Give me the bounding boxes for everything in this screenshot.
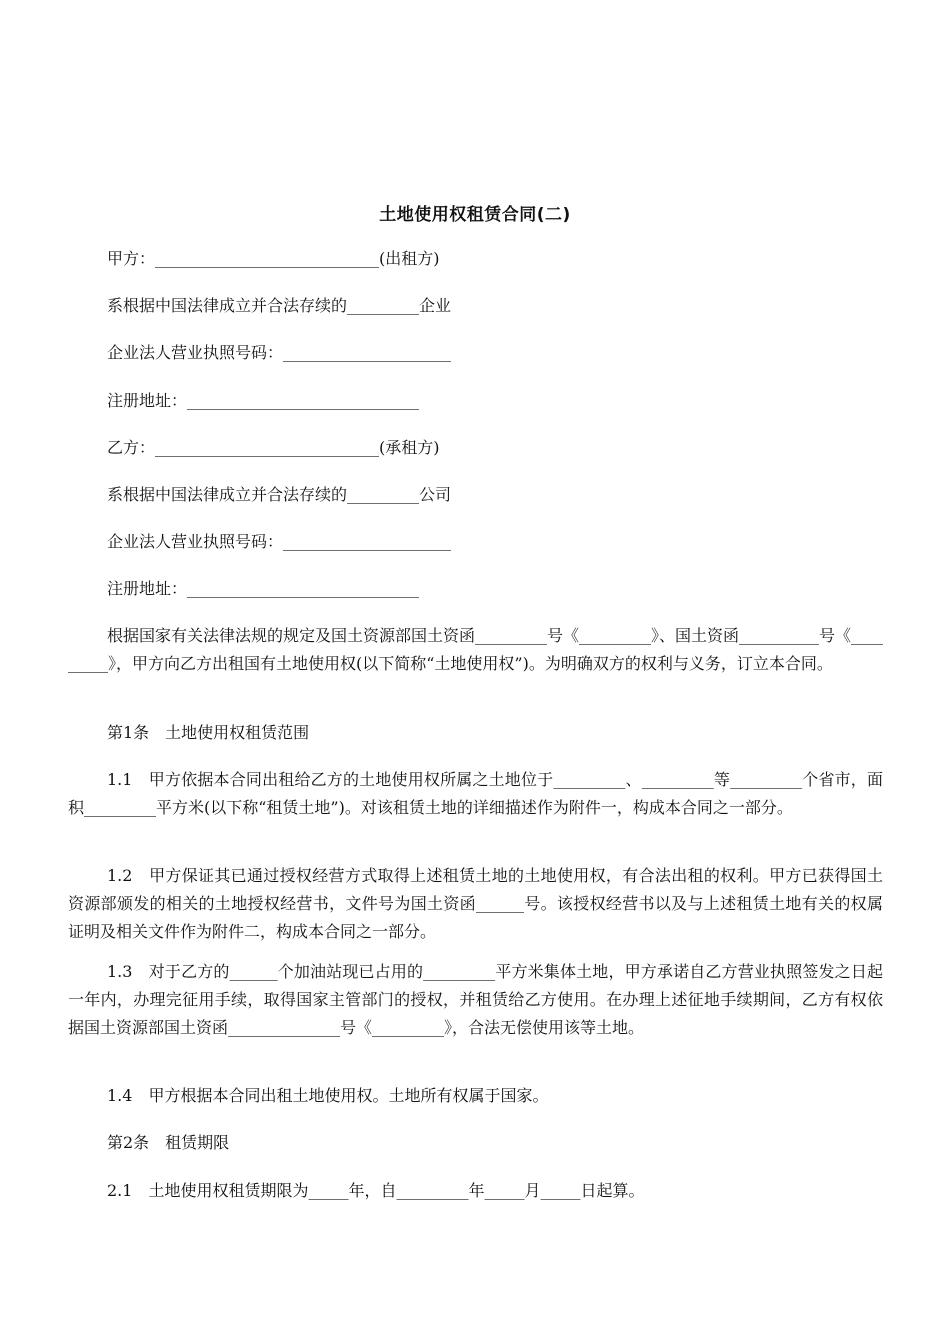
party-a-established-line: 系根据中国法律成立并合法存续的_________企业	[107, 296, 452, 315]
clause-1-2: 1.2 甲方保证其已通过授权经营方式取得上述租赁土地的土地使用权，有合法出租的权利。甲方已获得国土资源部颁发的相关的土地授权经营书，文件号为国土资函______号。该授权经营书以及与上述租赁土地有关的权属证明及相关文件作为附件二，构成本合同之一部分。	[68, 866, 883, 941]
clause-1-4: 1.4 甲方根据本合同出租土地使用权。土地所有权属于国家。	[107, 1086, 549, 1105]
party-b-name-line: 乙方：____________________________(承租方)	[107, 438, 440, 457]
preamble-paragraph: 根据国家有关法律法规的规定及国土资源部国土资函_________号《_________》、国土资函__________号《_________》，甲方向乙方出租国有土地使用权(以下简称“土地使用权”)。为明确双方的权利与义务，订立本合同。	[68, 626, 884, 673]
party-b-address-line: 注册地址：_____________________________	[107, 579, 420, 598]
article-1-heading: 第1条 土地使用权租赁范围	[107, 723, 310, 742]
party-a-address-line: 注册地址：_____________________________	[107, 391, 420, 410]
document-title: 土地使用权租赁合同(二)	[379, 205, 571, 225]
clause-1-1: 1.1 甲方依据本合同出租给乙方的土地使用权所属之土地位于_________、_________等_________个省市，面积_________平方米(以下称“租赁土地”)。对该租赁土地的详细描述作为附件一，构成本合同之一部分。	[68, 770, 883, 817]
party-b-license-line: 企业法人营业执照号码：_____________________	[107, 532, 452, 551]
clause-2-1: 2.1 土地使用权租赁期限为_____年，自_________年_____月_____日起算。	[107, 1181, 645, 1200]
party-b-established-line: 系根据中国法律成立并合法存续的_________公司	[107, 485, 452, 504]
clause-1-3: 1.3 对于乙方的______个加油站现已占用的_________平方米集体土地，甲方承诺自乙方营业执照签发之日起一年内，办理完征用手续，取得国家主管部门的授权，并租赁给乙方使用。在办理上述征地手续期间，乙方有权依据国土资源部国土资函______________号《_________》，合法无偿使用该等土地。	[68, 962, 883, 1037]
party-a-license-line: 企业法人营业执照号码：_____________________	[107, 343, 452, 362]
party-a-name-line: 甲方：____________________________(出租方)	[107, 249, 440, 268]
article-2-heading: 第2条 租赁期限	[107, 1133, 230, 1152]
